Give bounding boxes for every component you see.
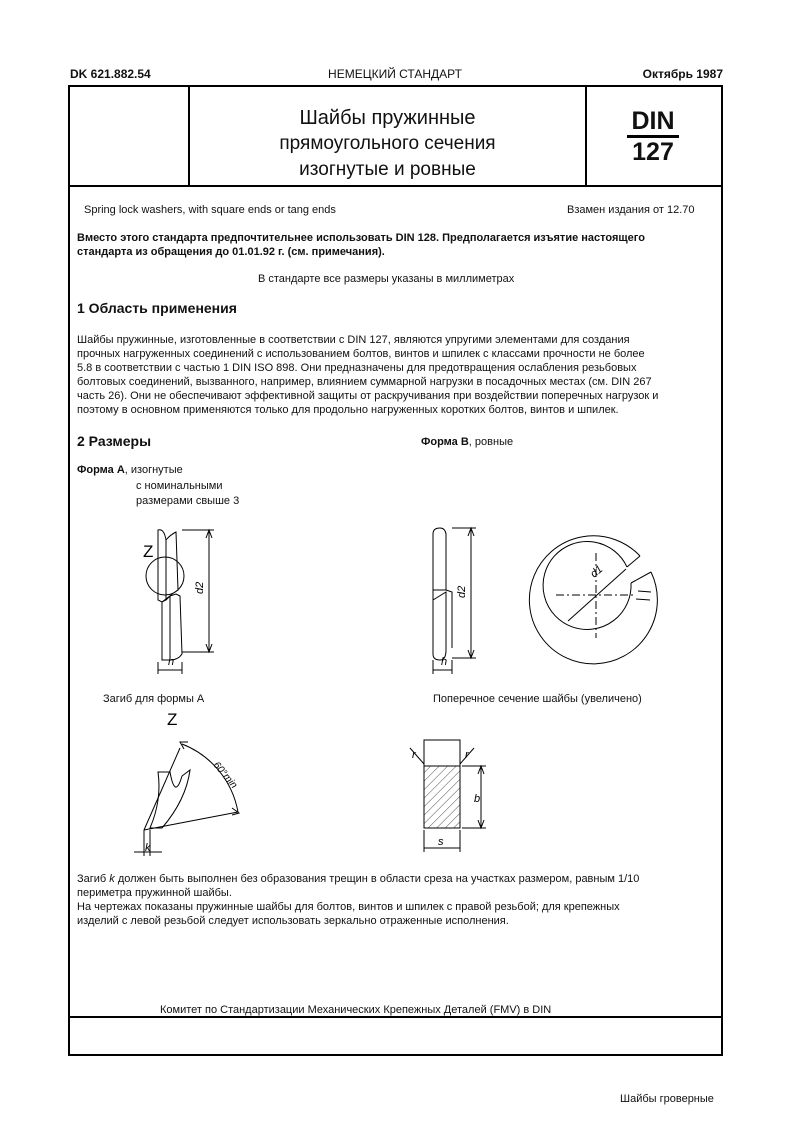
din-number: 127 <box>632 138 674 166</box>
section-1-line: болтовых соединений, вызванного, например, влиянием суммарной нагрузки в посадочных местах (см. DIN 267 <box>77 376 652 388</box>
bend-note-line-3: На чертежах показаны пружинные шайбы для болтов, винтов и шпилек с правой резьбой; для крепежных <box>77 901 620 913</box>
notice-line-2: стандарта из обращения до 01.01.92 г. (см. примечания). <box>77 246 385 258</box>
caption-bend: Загиб для формы А <box>103 693 205 705</box>
english-subtitle: Spring lock washers, with square ends or tang ends <box>84 204 336 216</box>
form-a-desc: , изогнутые <box>124 464 183 476</box>
section-1-heading: 1 Область применения <box>77 300 237 316</box>
bend-note-line-1 <box>77 872 639 886</box>
form-b-desc: , ровные <box>468 436 514 448</box>
form-b-side-view <box>433 528 476 674</box>
angle-label: 60°min <box>210 759 240 791</box>
title-line-3: изогнутые и ровные <box>299 159 476 180</box>
s-label: s <box>438 836 444 848</box>
footer-label: Шайбы гроверные <box>620 1093 714 1105</box>
bend-note-post: должен быть выполнен без образования трещин в области среза на участках размером, равным 1/10 <box>114 873 640 885</box>
caption-section: Поперечное сечение шайбы (увеличено) <box>433 693 642 705</box>
h-label-b: h <box>441 656 448 668</box>
d1-label: d1 <box>588 563 606 581</box>
h-label-a: h <box>168 656 175 668</box>
bend-detail <box>134 742 239 856</box>
replaces-note: Взамен издания от 12.70 <box>567 204 695 216</box>
din-label: DIN <box>627 107 679 138</box>
bend-note-k: k <box>109 873 115 885</box>
title-line-1: Шайбы пружинные <box>299 107 476 129</box>
notice-line-1: Вместо этого стандарта предпочтительнее использовать DIN 128. Предполагается изъятие настоящего <box>77 232 645 244</box>
d2-label-a: d2 <box>194 581 206 594</box>
bend-note-line-4: изделий с левой резьбой следует использовать зеркально отраженные исполнения. <box>77 915 509 927</box>
bend-note-line-2: периметра пружинной шайбы. <box>77 887 232 899</box>
title-line-2: прямоугольного сечения <box>279 133 496 154</box>
section-1-line: поэтому в основном применяются только для продольно нагруженных коротких болтов, винтов и шпилек. <box>77 404 619 416</box>
r-label-right: r <box>465 749 469 761</box>
form-a-note-1: с номинальными <box>136 480 223 492</box>
z-marker: Z <box>143 542 154 561</box>
form-b-name: Форма В <box>421 436 469 448</box>
b-label: b <box>474 793 481 805</box>
section-1-line: 5.8 в соответствии с частью 1 DIN ISO 898. Они предназначены для предотвращения ослабления резьбовых <box>77 362 637 374</box>
d2-label-b: d2 <box>456 585 468 598</box>
document-code: DK 621.882.54 <box>70 67 151 81</box>
bend-note-pre: Загиб <box>77 873 110 885</box>
form-a-side-view <box>146 530 214 674</box>
k-label: k <box>145 842 151 854</box>
form-a-note-2: размерами свыше 3 <box>136 495 240 507</box>
units-note: В стандарте все размеры указаны в миллиметрах <box>258 273 515 285</box>
committee: Комитет по Стандартизации Механических Крепежных Деталей (FMV) в DIN <box>160 1004 552 1016</box>
section-2-heading: 2 Размеры <box>77 433 152 449</box>
section-1-line: Шайбы пружинные, изготовленные в соответствии с DIN 127, являются упругими элементами для создания <box>77 334 630 346</box>
issue-date: Октябрь 1987 <box>642 67 723 81</box>
form-a-name: Форма А <box>77 464 125 476</box>
section-1-line: часть 26). Они не обеспечивают эффективной защиты от раскручивания при воздействии поперечных нагрузок и <box>77 390 659 402</box>
r-label-left: r <box>412 749 416 761</box>
standard-type: НЕМЕЦКИЙ СТАНДАРТ <box>328 67 462 81</box>
z-detail-label: Z <box>167 710 178 729</box>
washer-front-view <box>529 536 657 664</box>
bend-note <box>77 872 639 928</box>
section-1-line: прочных нагруженных соединений с использованием болтов, винтов и шпилек с классами прочности не более <box>77 348 645 360</box>
